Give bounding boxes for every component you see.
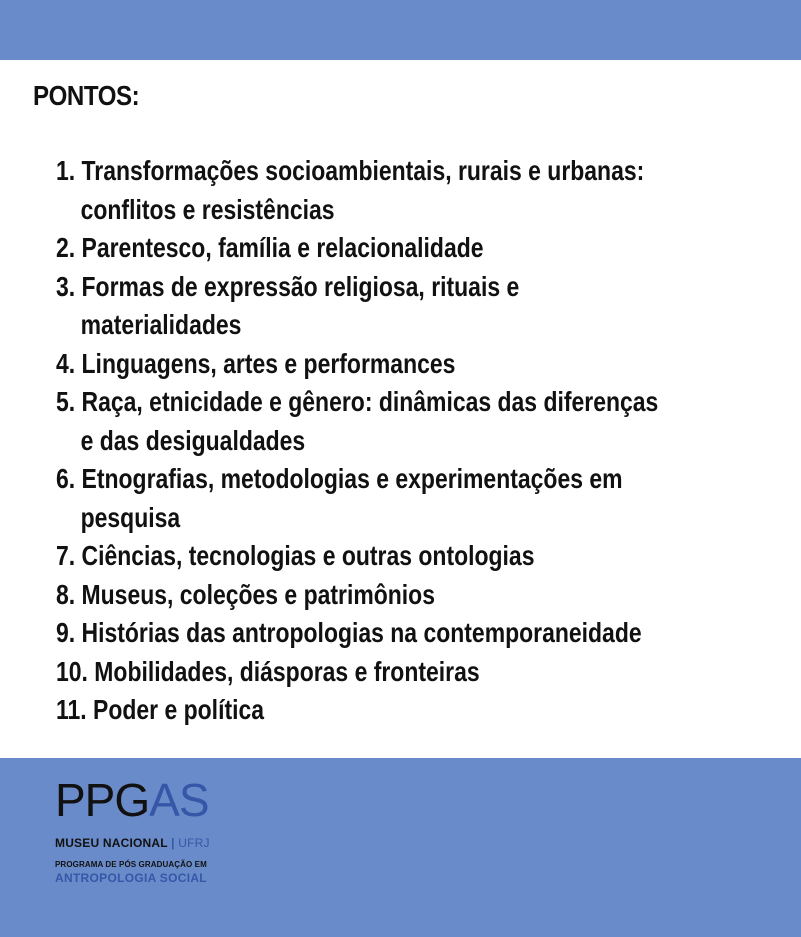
point-number: 4. [56, 347, 76, 379]
point-number: 2. [56, 232, 76, 263]
point-text: Linguagens, artes e performances [81, 347, 456, 379]
list-item [56, 345, 794, 384]
point-text-continued: pesquisa [80, 501, 181, 533]
list-item [56, 691, 794, 730]
logo-wordmark [55, 776, 210, 824]
logo-university: UFRJ [178, 836, 210, 850]
point-text-continued: materialidades [80, 309, 242, 340]
point-number: 7. [56, 540, 76, 571]
logo-institution-line [55, 836, 210, 850]
list-item [56, 460, 794, 537]
point-number: 1. [56, 155, 76, 186]
point-text: Poder e política [93, 694, 265, 725]
point-text: Ciências, tecnologias e outras ontologias [81, 540, 535, 571]
points-list [56, 152, 801, 730]
list-item [56, 614, 794, 653]
point-text: Transformações socioambientais, rurais e urbanas: [81, 155, 645, 186]
logo-separator: | [171, 836, 175, 850]
point-text: Parentesco, família e relacionalidade [81, 232, 484, 263]
point-number: 10. [56, 655, 88, 687]
list-item [56, 383, 794, 460]
logo-program: PROGRAMA DE PÓS GRADUAÇÃO EM [55, 860, 207, 869]
list-item [56, 152, 794, 229]
point-number: 9. [56, 617, 76, 648]
point-text: Mobilidades, diásporas e fronteiras [94, 655, 480, 687]
page-heading: PONTOS: [33, 80, 140, 111]
point-number: 5. [56, 386, 76, 417]
top-banner [0, 0, 801, 60]
point-number: 8. [56, 578, 76, 610]
list-item [56, 229, 794, 268]
logo-mark-blue: AS [149, 774, 209, 826]
point-text: Raça, etnicidade e gênero: dinâmicas das diferenças [81, 386, 659, 417]
point-text-continued: e das desigualdades [80, 424, 306, 456]
point-text: Museus, coleções e patrimônios [81, 578, 435, 610]
point-text: Formas de expressão religiosa, rituais e [81, 270, 520, 302]
point-text: Etnografias, metodologias e experimentações em [81, 463, 623, 494]
point-text-continued: conflitos e resistências [80, 193, 335, 225]
list-item [56, 576, 794, 615]
point-text: Histórias das antropologias na contemporaneidade [81, 617, 642, 648]
list-item [56, 653, 794, 692]
point-number: 3. [56, 270, 76, 302]
list-item [56, 268, 794, 345]
point-number: 6. [56, 463, 76, 494]
logo-institution: MUSEU NACIONAL [55, 836, 168, 850]
logo-mark-dark: PPG [55, 774, 150, 826]
list-item [56, 537, 794, 576]
ppgas-logo [55, 776, 210, 885]
logo-field: ANTROPOLOGIA SOCIAL [55, 871, 207, 885]
point-number: 11. [56, 694, 87, 725]
